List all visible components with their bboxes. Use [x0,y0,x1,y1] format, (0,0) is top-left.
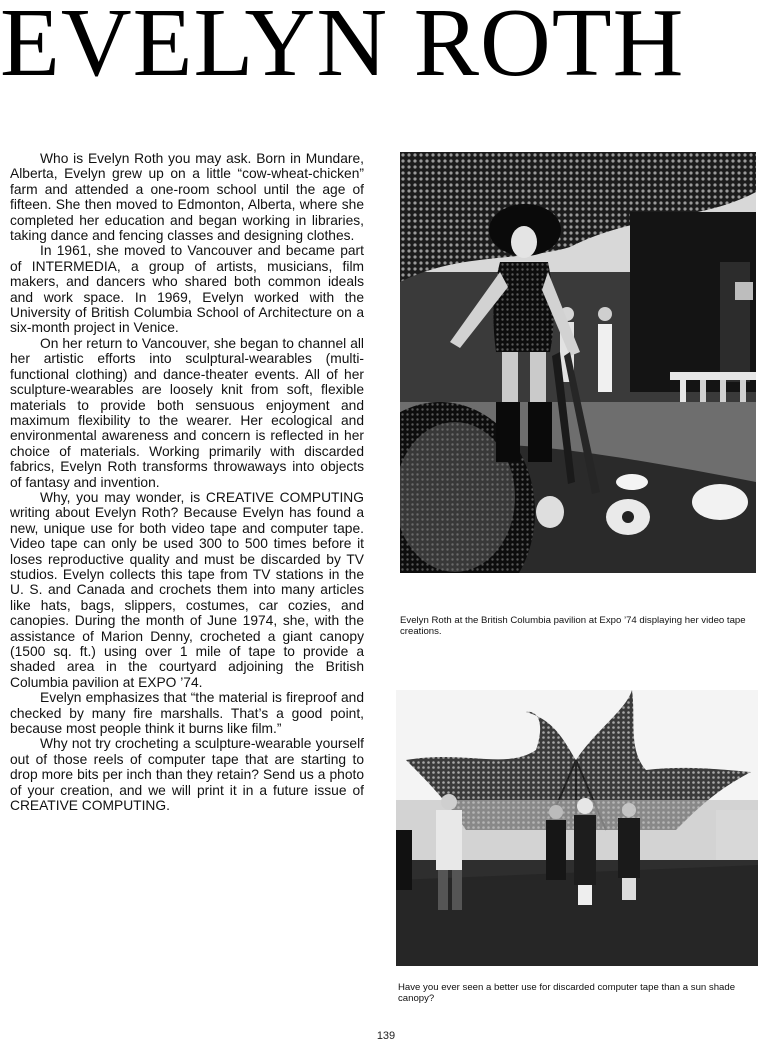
article-paragraph: Why, you may wonder, is CREATIVE COMPUTING writing about Evelyn Roth? Because Evelyn has found a new, unique use for both video tape and computer tape. Video tape can only be used 300 to 500 times before it loses reproductive quality and must be discarded by TV studios. Evelyn collects this tape from TV stations in the U. S. and Canada and crochets them into many articles like hats, bags, slippers, costumes, car cozies, and canopies. During the month of June 1974, she, with the assistance of Marion Denny, crocheted a giant canopy (1500 sq. ft.) using over 1 mile of tape to provide a shaded area in the courtyard adjoining the British Columbia pavilion at EXPO ’74. [10,489,364,690]
article-body [10,151,364,813]
article-paragraph: On her return to Vancouver, she began to channel all her artistic efforts into sculptural-wearables (multi-functional clothing) and dance-theater events. All of her sculpture-wearables are loosely knit from soft, flexible materials to provide both sensuous enjoyment and maximum flexibility to the wearer. Her ecological and environmental awareness and concern is reflected in her choice of materials. Working primarily with discarded fabrics, Evelyn Roth transforms throwaways into objects of fantasy and invention. [10,335,364,490]
article-paragraph: Evelyn emphasizes that “the material is fireproof and checked by many fire marshalls. That’s a good point, because most people think it burns like film.” [10,690,364,737]
article-title: EVELYN ROTH [0,0,685,97]
article-paragraph: Why not try crocheting a sculpture-wearable yourself out of those reels of computer tape that are starting to drop more bits per inch than they retain? Send us a photo of your creation, and we will print it in a future issue of CREATIVE COMPUTING. [10,736,364,814]
photo-caption-bottom: Have you ever seen a better use for discarded computer tape than a sun shade canopy? [398,982,736,1004]
page-number: 139 [376,1030,396,1042]
article-paragraph: In 1961, she moved to Vancouver and became part of INTERMEDIA, a group of artists, musicians, film makers, and dancers who shared both common ideals and work space. In 1969, Evelyn worked with the University of British Columbia School of Architecture on a six-month project in Venice. [10,243,364,336]
photo-caption-top: Evelyn Roth at the British Columbia pavilion at Expo ’74 displaying her video tape creations. [400,615,746,637]
photo-evelyn-roth [400,152,756,573]
article-paragraph: Who is Evelyn Roth you may ask. Born in Mundare, Alberta, Evelyn grew up on a little “cow-wheat-chicken” farm and attended a one-room school until the age of fifteen. She then moved to Edmonton, Alberta, where she completed her education and began working in libraries, taking dance and fencing classes and designing clothes. [10,151,364,244]
photo-canopy [396,690,758,966]
